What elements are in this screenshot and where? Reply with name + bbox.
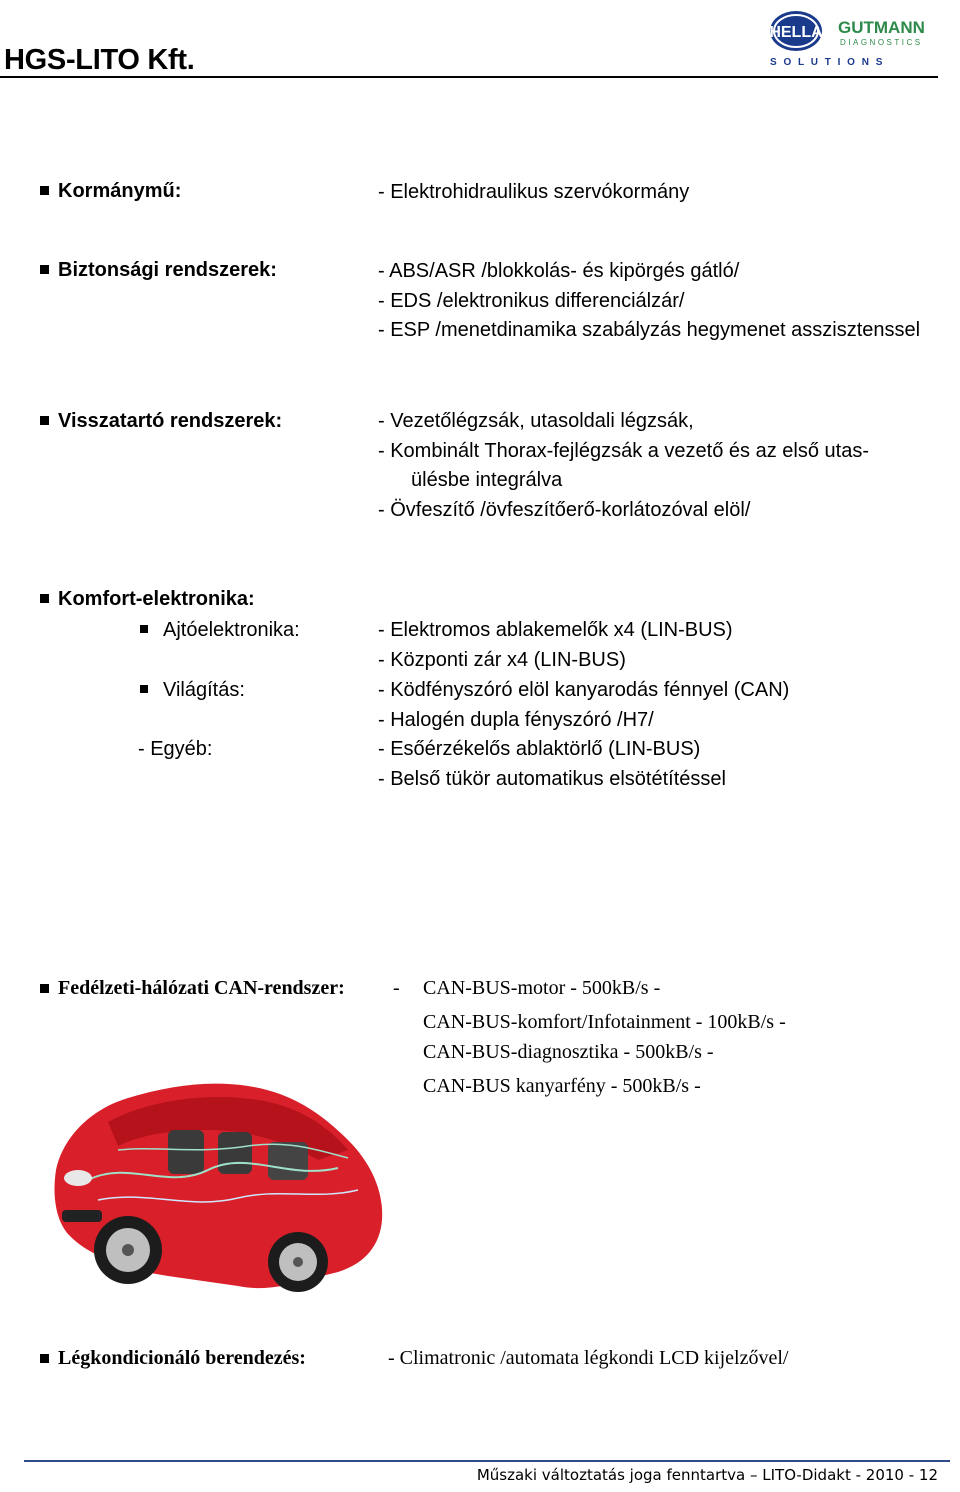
bullet-icon [40,984,49,993]
komfort-vilagitas-item: - Halogén dupla fényszóró /H7/ [378,709,654,731]
diagnostics-logo-text: DIAGNOSTICS [840,38,923,47]
visszatarto-item: - Övfeszítő /övfeszítőerő-korlátozóval elöl/ [378,499,751,521]
komfort-egyeb-label: - Egyéb: [138,738,213,760]
car-wiring-illustration [48,1050,388,1300]
bullet-icon [40,265,49,274]
bullet-icon [140,625,148,633]
visszatarto-item: - Kombinált Thorax-fejlégzsák a vezető és az első utas- [378,440,869,462]
biztonsagi-item: - ABS/ASR /blokkolás- és kipörgés gátló/ [378,260,740,282]
section-label-kormanymu: Kormánymű: [58,180,182,202]
bullet-icon [40,416,49,425]
komfort-egyeb-item: - Esőérzékelős ablaktörlő (LIN-BUS) [378,738,701,760]
gutmann-logo-text: GUTMANN [838,18,925,37]
can-item: CAN-BUS-motor - 500kB/s - [423,977,661,999]
kormanymu-item: - Elektrohidraulikus szervókormány [378,181,690,203]
section-label-komfort: Komfort-elektronika: [58,588,255,610]
bullet-icon [140,685,148,693]
header-divider [0,76,938,78]
can-dash: - [393,977,400,999]
section-label-visszatarto: Visszatartó rendszerek: [58,410,283,432]
biztonsagi-item: - EDS /elektronikus differenciálzár/ [378,290,685,312]
can-item: CAN-BUS kanyarfény - 500kB/s - [423,1075,701,1097]
komfort-vilagitas-label: Világítás: [163,679,245,701]
komfort-egyeb-item: - Belső tükör automatikus elsötétítéssel [378,768,726,790]
footer-divider [24,1460,950,1462]
section-label-legkondi: Légkondicionáló berendezés: [58,1347,306,1369]
legkondi-item: - Climatronic /automata légkondi LCD kijelzővel/ [388,1347,789,1369]
hella-gutmann-logo [768,4,954,70]
bullet-icon [40,186,49,195]
hella-logo-text: HELLA [769,24,823,41]
section-label-can: Fedélzeti-hálózati CAN-rendszer: [58,977,345,999]
biztonsagi-item: - ESP /menetdinamika szabályzás hegymenet asszisztenssel [378,319,921,341]
can-item: CAN-BUS-komfort/Infotainment - 100kB/s - [423,1011,786,1033]
company-name: HGS-LITO Kft. [4,44,195,76]
komfort-ajto-item: - Központi zár x4 (LIN-BUS) [378,649,626,671]
section-label-biztonsagi: Biztonsági rendszerek: [58,259,277,281]
footer-text: Műszaki változtatás joga fenntartva – LITO-Didakt - 2010 - 12 [476,1466,938,1484]
visszatarto-item: ülésbe integrálva [411,469,563,491]
komfort-ajto-item: - Elektromos ablakemelők x4 (LIN-BUS) [378,619,733,641]
solutions-logo-text: S O L U T I O N S [770,57,885,68]
komfort-ajto-label: Ajtóelektronika: [163,619,300,641]
visszatarto-item: - Vezetőlégzsák, utasoldali légzsák, [378,410,694,432]
komfort-vilagitas-item: - Ködfényszóró elöl kanyarodás fénnyel (CAN) [378,679,790,701]
bullet-icon [40,594,49,603]
can-item: CAN-BUS-diagnosztika - 500kB/s - [423,1041,714,1063]
bullet-icon [40,1354,49,1363]
